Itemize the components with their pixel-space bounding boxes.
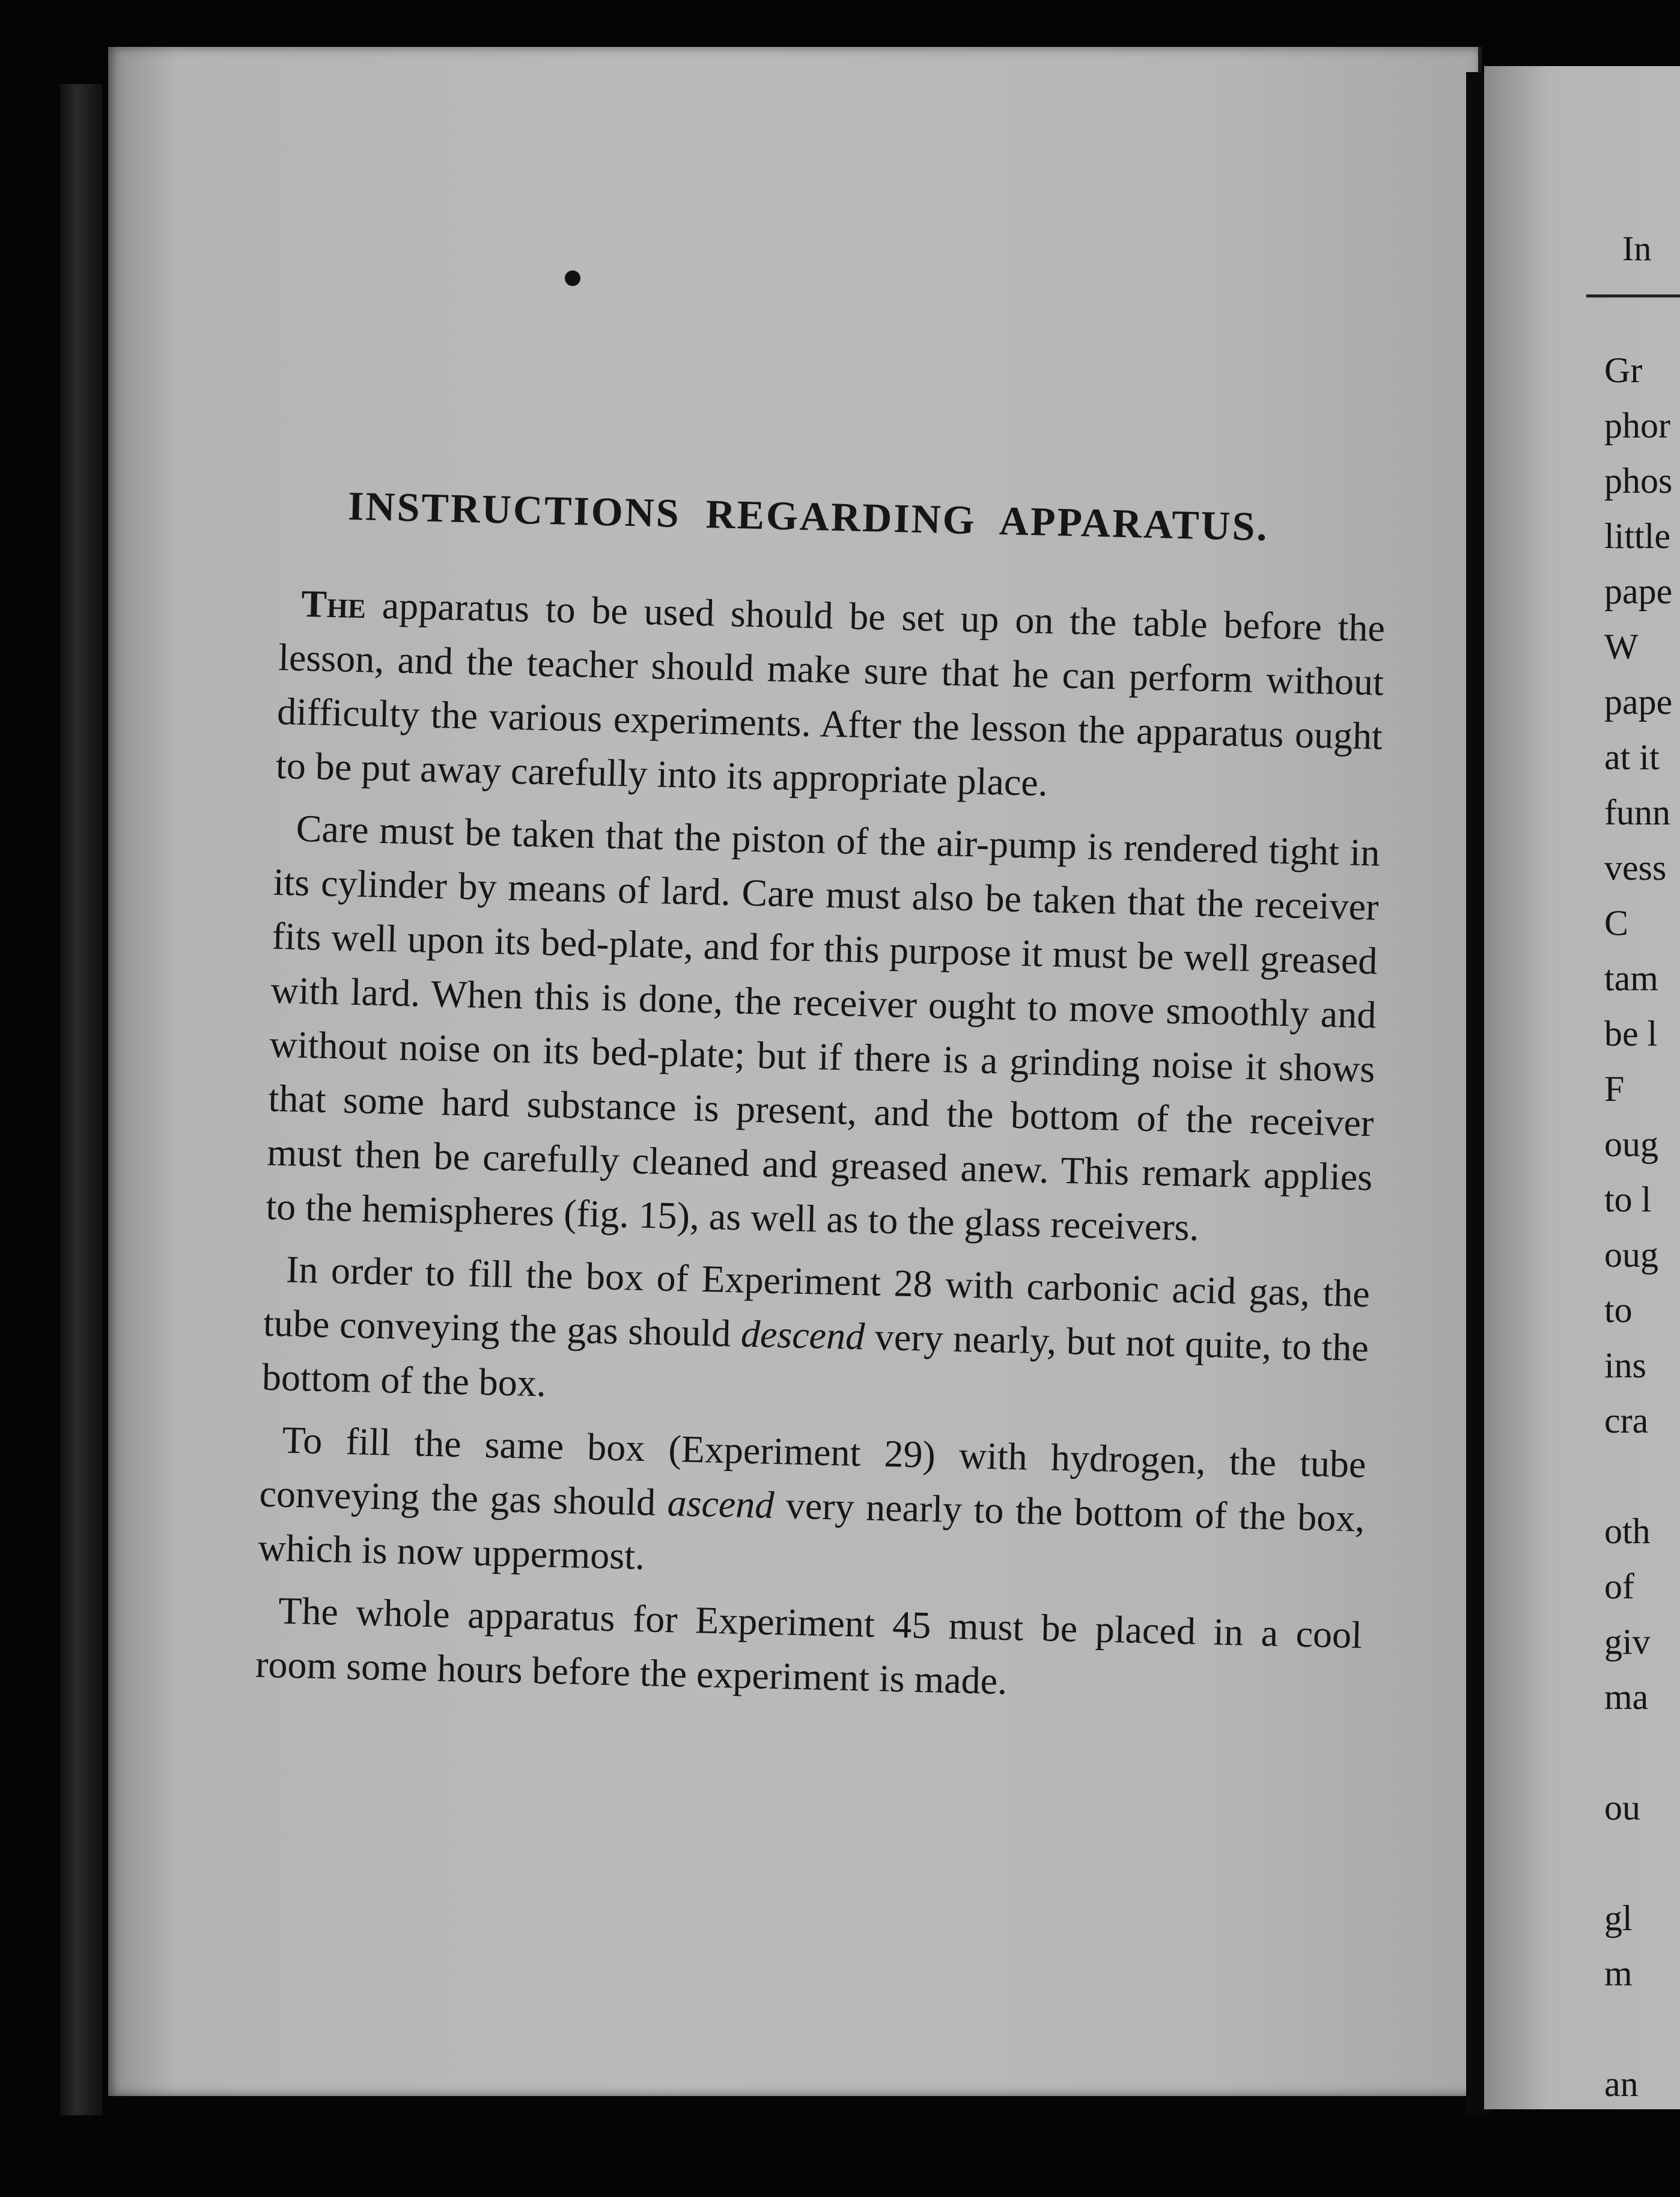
right-page-line-fragment: phor [1604, 406, 1670, 445]
paragraph-1-text: apparatus to be used should be set up on the table before the lesson, and the teacher should make sure that he can perform without difficulty the various experiments. After the lesson the apparatus ought to be put away carefully into its appropriate place. [275, 584, 1386, 805]
paragraph-3-text-before: In order to fill the box of Experiment 28 with carbonic acid gas, the tube conveying the gas should [263, 1248, 1371, 1355]
right-page-line-fragment [1604, 2001, 1672, 2056]
right-page-line-fragment: be l [1604, 1014, 1658, 1053]
right-page-line-fragment: m [1604, 1954, 1633, 1993]
right-page-line-fragment: vess [1604, 848, 1667, 888]
paragraph-4-text-after: very nearly to the bottom of the box, which is now uppermost. [257, 1484, 1366, 1578]
right-page-line-fragment: pape [1604, 571, 1673, 611]
paragraph-1 [275, 576, 1386, 818]
right-page-line-fragment: funn [1604, 793, 1670, 832]
right-page-line-fragment: to l [1604, 1180, 1652, 1219]
right-page-line-fragment: of [1604, 1567, 1634, 1606]
right-page-line-fragment: pape [1604, 682, 1673, 722]
paragraph-4-text-before: To fill the same box (Experiment 29) with hydrogen, the tube conveying the gas should [258, 1418, 1367, 1524]
right-page-line-fragment: W [1604, 627, 1639, 666]
right-page-line-fragments [1604, 343, 1672, 2112]
paragraph-4-emphasis: ascend [666, 1481, 775, 1526]
right-page-line-fragment: tam [1604, 958, 1658, 998]
paragraph-3-text-after: very nearly, but not quite, to the bottom of the box. [261, 1315, 1369, 1405]
paragraph-3 [261, 1242, 1371, 1430]
right-page-line-fragment [1604, 1725, 1672, 1780]
right-page-header-fragment: In [1622, 229, 1652, 268]
paragraph-lead-word: The [300, 582, 367, 627]
right-page-line-fragment [1604, 1448, 1672, 1504]
right-page-line-fragment: ou [1604, 1788, 1640, 1827]
right-page-line-fragment: cra [1604, 1401, 1649, 1440]
right-page-line-fragment: an [1604, 2064, 1639, 2104]
right-page-line-fragment [1604, 1835, 1672, 1891]
right-page-line-fragment: oth [1604, 1511, 1651, 1551]
right-page-line-fragment: little [1604, 516, 1670, 556]
paragraph-5: The whole apparatus for Experiment 45 must be placed in a cool room some hours before the experiment is made. [255, 1589, 1363, 1702]
right-page-line-fragment: to [1604, 1290, 1633, 1330]
right-page-line-fragment: ins [1604, 1345, 1647, 1385]
right-page-line-fragment: oug [1604, 1124, 1658, 1164]
right-page-line-fragment: F [1604, 1069, 1625, 1109]
right-page-line-fragment: at it [1604, 737, 1660, 777]
page-heading: INSTRUCTIONS REGARDING APPARATUS. [347, 483, 1270, 550]
right-page-line-fragment: ma [1604, 1677, 1649, 1717]
right-page-line-fragment: Gr [1604, 350, 1643, 390]
right-page-line-fragment: gl [1604, 1898, 1633, 1938]
right-page-line-fragment: phos [1604, 461, 1673, 501]
right-page-line-fragment: C [1604, 903, 1629, 943]
paragraph-2: Care must be taken that the piston of the air-pump is rendered tight in its cylinder by means of lard. Care must also be taken that the receiver fits well upon its bed-plate, and for this purpose it must be well greased with lard. When this is done, the receiver ought to move smoothly and without noise on its bed-plate; but if there is a grinding noise it shows that some hard substance is present, and the bottom of the receiver must then be carefully cleaned and greased anew. This remark applies to the hemispheres (fig. 15), as well as to the glass receivers. [265, 806, 1381, 1249]
right-page-line-fragment: oug [1604, 1235, 1658, 1275]
right-page-line-fragment: giv [1604, 1622, 1651, 1662]
book-binding-edge [60, 84, 102, 2115]
ink-speck [565, 270, 580, 286]
paragraph-4 [258, 1413, 1367, 1600]
right-page-header-rule [1586, 294, 1680, 297]
paragraph-3-emphasis: descend [740, 1312, 865, 1358]
left-page-text [255, 481, 1388, 1725]
